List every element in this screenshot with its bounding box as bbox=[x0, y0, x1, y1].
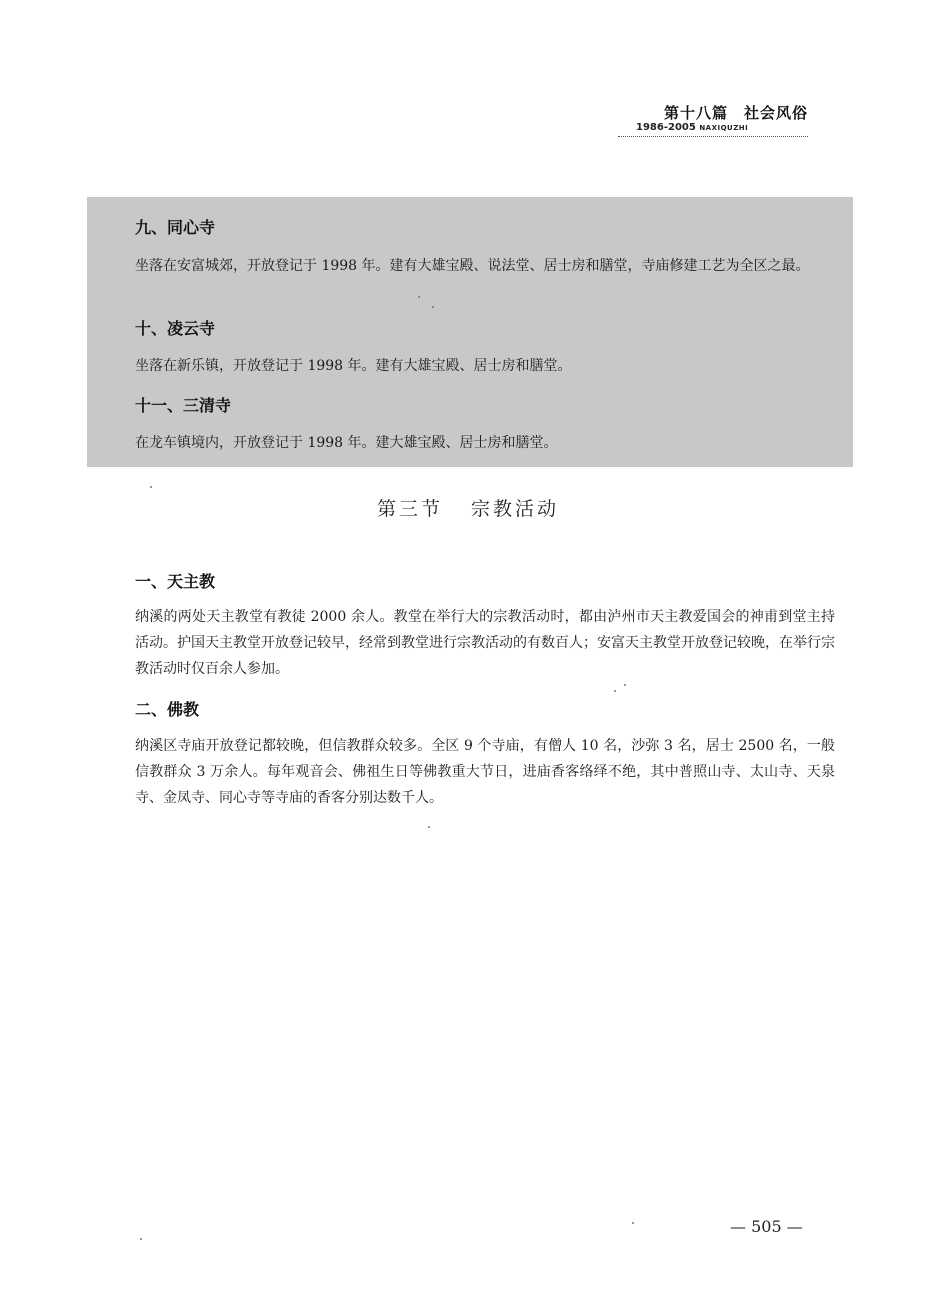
scan-speck bbox=[624, 684, 626, 686]
scan-speck bbox=[432, 306, 434, 308]
scan-speck bbox=[140, 1238, 142, 1240]
activity-entry bbox=[135, 572, 835, 592]
section-title bbox=[0, 494, 936, 521]
temple-entry bbox=[135, 396, 835, 416]
scan-speck bbox=[418, 296, 420, 298]
temple-description bbox=[135, 430, 835, 456]
running-header bbox=[618, 104, 808, 137]
temple-text: 坐落在新乐镇，开放登记于 1998 年。建有大雄宝殿、居士房和膳堂。 bbox=[135, 358, 572, 374]
activity-heading: 二、佛教 bbox=[135, 700, 200, 719]
chapter-years: 1986-2005 bbox=[636, 122, 696, 133]
section-name: 宗教活动 bbox=[471, 498, 560, 520]
temple-text: 在龙车镇境内，开放登记于 1998 年。建大雄宝殿、居士房和膳堂。 bbox=[135, 435, 558, 451]
temple-heading: 九、同心寺 bbox=[135, 218, 216, 237]
activity-description bbox=[135, 604, 835, 682]
scan-speck bbox=[614, 690, 616, 692]
chapter-latin: NAXIQUZHI bbox=[699, 124, 749, 132]
temple-entry bbox=[135, 218, 835, 238]
scan-speck bbox=[632, 1222, 634, 1224]
chapter-subtitle bbox=[618, 122, 808, 137]
temple-text: 坐落在安富城郊，开放登记于 1998 年。建有大雄宝殿、说法堂、居士房和膳堂，寺庙修建工艺为全区之最。 bbox=[135, 258, 810, 274]
activity-text: 纳溪的两处天主教堂有教徒 2000 余人。教堂在举行大的宗教活动时，都由泸州市天主教爱国会的神甫到堂主持活动。护国天主教堂开放登记较早，经常到教堂进行宗教活动的有数百人；安富天主教堂开放登记较晚，在举行宗教活动时仅百余人参加。 bbox=[135, 609, 835, 677]
section-number: 第三节 bbox=[376, 498, 443, 520]
temple-heading: 十、凌云寺 bbox=[135, 319, 216, 338]
activity-heading: 一、天主教 bbox=[135, 572, 216, 591]
temple-entry bbox=[135, 319, 835, 339]
temple-description bbox=[135, 353, 835, 379]
activity-description bbox=[135, 733, 835, 811]
temple-heading: 十一、三清寺 bbox=[135, 396, 232, 415]
temple-description bbox=[135, 253, 835, 279]
activity-entry bbox=[135, 700, 835, 720]
chapter-title: 第十八篇 社会风俗 bbox=[663, 104, 808, 122]
activity-text: 纳溪区寺庙开放登记都较晚，但信教群众较多。全区 9 个寺庙，有僧人 10 名，沙弥 3 名，居士 2500 名，一般信教群众 3 万余人。每年观音会、佛祖生日等佛教重大节日，进庙香客络绎不绝，其中普照山寺、太山寺、天泉寺、金凤寺、同心寺等寺庙的香客分别达数千人。 bbox=[135, 738, 835, 806]
scan-speck bbox=[428, 826, 430, 828]
scan-speck bbox=[150, 486, 152, 488]
page-number: — 505 — bbox=[730, 1217, 803, 1236]
